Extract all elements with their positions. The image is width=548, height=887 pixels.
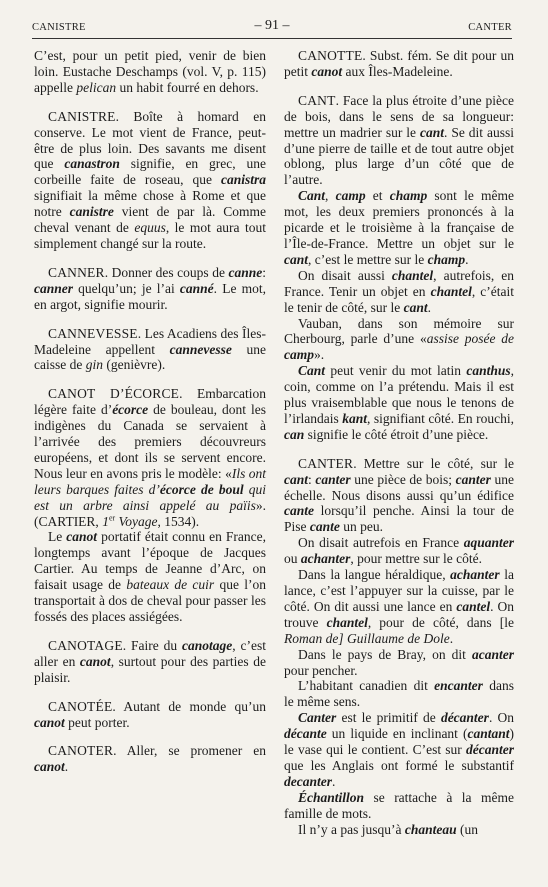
entry-canter-para7: Échantillon se rattache à la même famille de mots. xyxy=(284,789,514,821)
entry-cant-para2: Cant, camp et champ sont le même mot, les deux premiers prononcés à la picarde et le troisième à la française de l’Île-de-France. Mettre un objet sur le cant, c’est le mettre sur le champ. xyxy=(284,188,515,267)
entry-cant-para4: Vauban, dans son mémoire sur Cherbourg, parle d’une «assise posée de camp». xyxy=(284,315,515,363)
headword: CANT xyxy=(298,92,336,108)
headword: CANNEVESSE xyxy=(48,325,138,341)
entry-canotage: CANOTAGE. Faire du canotage, c’est aller en canot, surtout pour des parties de plaisir. xyxy=(34,637,266,685)
entry-canot-decorce-para2: Le canot portatif était connu en France, longtemps avant l’époque de Jacques Cartier. Au temps de Jeanne d’Arc, on faisait usage de bateaux de cuir que l’on transportait à dos de cheval pour passer les fossés des places assiégées. xyxy=(34,529,266,624)
headword: CANOTTE xyxy=(298,48,363,63)
entry-canter-para6: Canter est le primitif de décanter. On décante un liquide en inclinant (cantant) le vase qui le contient. C’est sur décanter que les Anglais ont formé le substantif decanter. xyxy=(284,710,514,789)
right-column xyxy=(284,48,514,838)
headword: CANNER xyxy=(48,264,105,280)
entry-canter: CANTER. Mettre sur le côté, sur le cant: canter une pièce de bois; canter une échelle. Nous disons aussi qu’un édifice cante lorsqu’il penche. Ainsi la tour de Pise cante un peu. xyxy=(284,455,514,535)
header-left-guideword: CANISTRE xyxy=(32,22,86,33)
entry-canoter: CANOTER. Aller, se promener en canot. xyxy=(34,743,266,775)
headword: CANOTAGE xyxy=(48,637,123,653)
entry-canter-para5: L’habitant canadien dit encanter dans le même sens. xyxy=(284,678,514,710)
headword: CANTER xyxy=(298,455,354,471)
entry-canot-decorce: CANOT D’ÉCORCE. Embarcation légère faite d’écorce de bouleau, dont les indigènes du Canada se servaient à l’arrivée des premiers découvreurs européens, et dont ils se servent encore. Nous leur en avons pris le modèle: «Ils ont leurs barques faites d’écorce de boul qui est un arbre ainsi appelé au païis». (CARTIER, 1er Voyage, 1534). xyxy=(34,386,266,529)
entry-cannevesse: CANNEVESSE. Les Acadiens des Îles-Madeleine appellent cannevesse une caisse de gin (genièvre). xyxy=(34,325,267,373)
left-column xyxy=(34,48,266,775)
continued-paragraph: C’est, pour un petit pied, venir de bien loin. Eustache Deschamps (vol. V, p. 115) appelle pelican un habit fourré en dehors. xyxy=(34,48,266,95)
entry-canotee: CANOTÉE. Autant de monde qu’un canot peut porter. xyxy=(34,698,266,730)
header-rule xyxy=(32,38,512,39)
headword: CANOTER xyxy=(48,743,114,759)
headword: CANOT D’ÉCORCE xyxy=(48,386,180,402)
page-number: – 91 – xyxy=(254,18,290,33)
entry-canner: CANNER. Donner des coups de canne: canner quelqu’un; je l’ai canné. Le mot, en argot, signifie mourir. xyxy=(34,264,266,312)
entry-canter-para4: Dans le pays de Bray, on dit acanter pour pencher. xyxy=(284,646,514,678)
running-header xyxy=(32,18,512,40)
headword: CANOTÉE xyxy=(48,698,113,714)
entry-canter-para8: Il n’y a pas jusqu’à chanteau (un xyxy=(298,821,478,837)
entry-canotte: CANOTTE. Subst. fém. Se dit pour un petit canot aux Îles-Madeleine. xyxy=(284,48,514,79)
entry-canistre: CANISTRE. Boîte à homard en conserve. Le mot vient de France, peut-être de plus loin. Des savants me disent que canastron signifie, en grec, une corbeille faite de roseau, que canistra signifiait la même chose à Rome et que notre canistre vient de par là. Comme cheval venant de equus, le mot aura tout simplement changé sur la route. xyxy=(34,108,266,251)
entry-cant-para3: On disait aussi chantel, autrefois, en France. Tenir un objet en chantel, c’était le tenir de côté, sur le cant. xyxy=(284,267,514,315)
entry-cant-para5: Cant peut venir du mot latin canthus, coin, comme on l’a prétendu. Mais il est plus vraisemblable que nous le tenons de l’irlandais kant, signifiant côté. En rouchi, can signifie le côté étroit d’une pièce. xyxy=(284,363,514,442)
headword: CANISTRE xyxy=(48,108,116,124)
entry-canter-para3: Dans la langue héraldique, achanter la lance, c’est l’appuyer sur la cuisse, par le côté. On dit aussi une lance en cantel. On trouve chantel, pour de côté, dans [le Roman de] Guillaume de Dole. xyxy=(284,567,515,646)
header-right-guideword: CANTER xyxy=(468,22,512,33)
entry-cant: CANT. Face la plus étroite d’une pièce de bois, dans le sens de sa longueur: mettre un madrier sur le cant. Se dit aussi d’une pierre de taille et de tout autre objet oblong, plus large d’un côté que de l’autre. xyxy=(284,92,514,188)
entry-canter-para2: On disait autrefois en France aquanter ou achanter, pour mettre sur le côté. xyxy=(284,535,514,567)
